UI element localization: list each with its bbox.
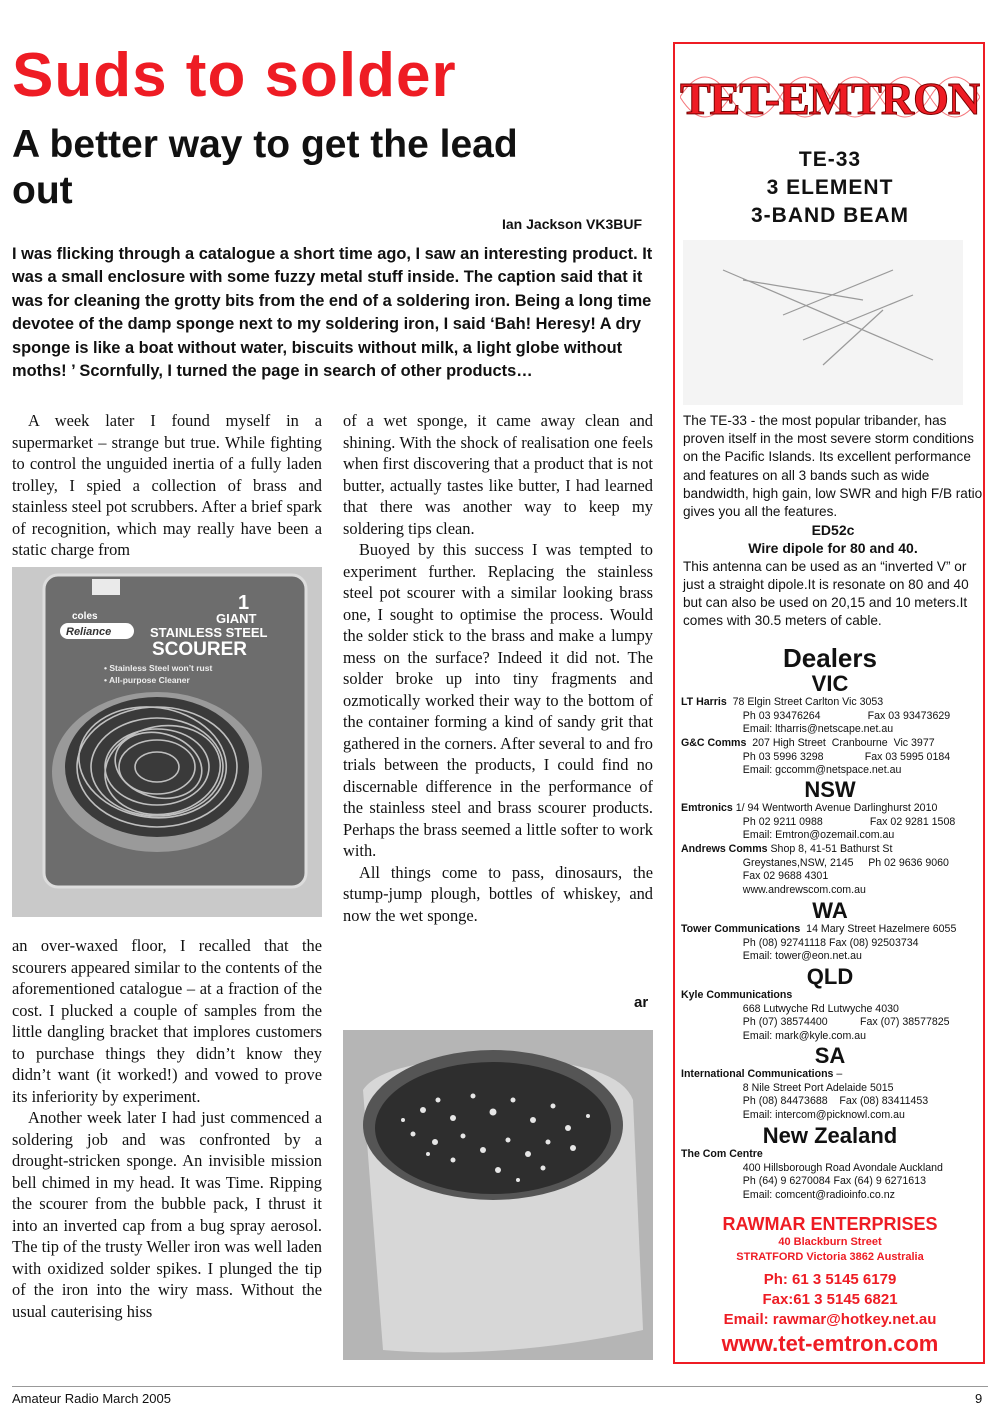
- footer-publication: Amateur Radio March 2005: [12, 1391, 171, 1406]
- dealer-name: Tower Communications: [681, 923, 801, 935]
- dealer-details: 78 Elgin Street Carlton Vic 3053 Ph 03 93476264 Fax 03 93473629 Email: ltharris@netscape.net.au: [732, 696, 951, 736]
- rawmar-name: RAWMAR ENTERPRISES: [722, 1214, 938, 1234]
- scourer-package-photo: [12, 567, 322, 917]
- dealer-name: Andrews Comms: [681, 843, 768, 855]
- rawmar-phone: Ph: 61 3 5145 6179: [763, 1271, 897, 1288]
- ed52c-code: ED52c: [811, 522, 855, 539]
- count-text: 1: [238, 592, 250, 614]
- article-signoff: ar: [634, 994, 649, 1011]
- footer-divider: [12, 1386, 988, 1387]
- paragraph: an over-waxed floor, I recalled that the scourers appeared similar to the contents of the aforementioned catalogue – at a fraction of the cost. I plucked a couple of samples from the little dangling bracket that implores customers to purchase things they didn’t know they didn’t want (it worked!) and vowed to prove its inferiority by experiment.: [12, 936, 322, 1106]
- brand-text: coles: [72, 611, 98, 622]
- dealer-details: Shop 8, 41-51 Bathurst St Greystanes,NSW, 2145 Ph 02 9636 9060 Fax 02 9688 4301 www.andrewscom.com.au: [742, 843, 949, 896]
- dealer-details: 400 Hillsborough Road Avondale Auckland Ph (64) 9 6270084 Fax (64) 9 6271613 Email: comcent@radioinfo.co.nz: [742, 1161, 943, 1201]
- dealer-details: – 8 Nile Street Port Adelaide 5015 Ph (08) 84473688 Fax (08) 83411453 Email: intercom@picknowl.com.au: [742, 1068, 929, 1121]
- ad-model-heading: [675, 146, 985, 230]
- state-heading-wa: WA: [812, 898, 848, 923]
- line1-text: STAINLESS STEEL: [150, 625, 268, 640]
- state-heading-nsw: NSW: [804, 777, 856, 802]
- state-heading-sa: SA: [814, 1043, 846, 1068]
- paragraph: Another week later I had just commenced a soldering job and was confronted by a drought-stricken sponge. An invisible mission bell chimed in my head. It was Time. Ripping the scourer from the bubble pack, I thrust it into an inverted cap from a bug spray aerosol. The tip of the trusty Weller iron was well laden with oxidized solder spikes. I plunged the tip of the iron into the wiry mass. Without the usual cauterising hiss: [12, 1108, 322, 1321]
- dealer-kyle-communications: [681, 989, 983, 1043]
- dealer-gc-comms: [681, 737, 983, 778]
- dealer-lt-harris: [681, 696, 983, 737]
- cap-with-scourer-photo: [343, 1030, 653, 1360]
- model-line: 3 ELEMENT: [766, 176, 894, 199]
- model-line: 3-BAND BEAM: [751, 204, 909, 227]
- dealer-name: Emtronics: [681, 802, 733, 814]
- state-heading-new-zealand: New Zealand: [762, 1123, 898, 1148]
- dealer-international-communications: [681, 1068, 983, 1122]
- ad-description-block: [683, 412, 983, 630]
- article-intro: I was flicking through a catalogue a short time ago, I saw an interesting product. It was a small enclosure with some fuzzy metal stuff inside. The caption said that it was for cleaning the grotty bits from the end of a soldering iron. Being a long time devotee of the damp sponge next to my soldering iron, I said ‘Bah! Heresy! A dry sponge is like a boat without water, biscuits without milk, a light globe without moths! ’ Scornfully, I turned the page in search of other products…: [12, 245, 653, 381]
- rawmar-fax: Fax:61 3 5145 6821: [762, 1291, 898, 1308]
- paragraph: All things come to pass, dinosaurs, the stump-jump plough, bottles of whiskey, and now the wet sponge.: [343, 862, 653, 925]
- rawmar-email[interactable]: Email: rawmar@hotkey.net.au: [723, 1311, 937, 1328]
- column-1-top: [12, 410, 322, 561]
- paragraph: A week later I found myself in a supermarket – strange but true. While fighting to control the unguided inertia of a fully laden trolley, I spied a collection of brass and stainless steel pot scrubbers. After a brief spark of recognition, which may really have been a static charge from: [12, 411, 322, 559]
- antenna-image: [683, 240, 963, 405]
- paragraph: of a wet sponge, it came away clean and shining. With the shock of realisation one feels when first discovering that a product that is not butter, actually tastes like butter, I had learned that there was another way to keep my soldering tips clean.: [343, 411, 653, 538]
- dealer-name: International Communications: [681, 1068, 834, 1080]
- bullet2-text: • All-purpose Cleaner: [104, 675, 190, 685]
- dealer-andrews-comms: [681, 843, 983, 897]
- dealer-details: 668 Lutwyche Rd Lutwyche 4030 Ph (07) 38574400 Fax (07) 38577825 Email: mark@kyle.com.au: [742, 1002, 950, 1042]
- ed52c-name: Wire dipole for 80 and 40.: [748, 540, 918, 557]
- dealers-heading: Dealers: [783, 643, 877, 673]
- ed52c-description: This antenna can be used as an “inverted V” or just a straight dipole.It is resonate on 80 and 40 but can also be used on 20,15 and 10 meters.It comes with 30.5 meters of cable.: [683, 558, 969, 629]
- line2-text: SCOURER: [152, 639, 248, 660]
- state-heading-qld: QLD: [806, 964, 854, 989]
- state-heading-vic: VIC: [811, 671, 849, 696]
- scourer-package-image: [12, 567, 322, 917]
- rawmar-street: 40 Blackburn Street: [778, 1236, 882, 1248]
- brand2-text: Reliance: [66, 626, 112, 638]
- dealer-name: LT Harris: [681, 696, 727, 708]
- column-1-bottom: [12, 935, 322, 1322]
- logo-graphic: [680, 52, 980, 142]
- dealer-details: 1/ 94 Wentworth Avenue Darlinghurst 2010 Ph 02 9211 0988 Fax 02 9281 1508 Email: Emtron@ozemail.com.au: [735, 802, 956, 842]
- dealer-name: The Com Centre: [681, 1148, 763, 1160]
- te33-description: The TE-33 - the most popular tribander, has proven itself in the most severe storm conditions on the Pacific Islands. Its excellent performance and features on all 3 bands such as wide bandwidth, high gain, low SWR and high F/B ratio gives you all the features.: [683, 413, 983, 520]
- dealer-emtronics: [681, 802, 983, 843]
- dealer-com-centre: [681, 1148, 983, 1202]
- page-number: 9: [975, 1391, 983, 1406]
- article-author: Ian Jackson VK3BUF: [502, 216, 643, 232]
- dealer-tower-communications: [681, 923, 983, 964]
- rawmar-website-link[interactable]: www.tet-emtron.com: [721, 1331, 939, 1356]
- paragraph: Buoyed by this success I was tempted to experiment further. Replacing the stainless steel pot scourer with a similar looking brass one, I sought to optimise the process. Would the solder stick to the brass and make a lumpy mess on the surface? Indeed it did not. The solder broke up into tiny fragments and ozmotically worked their way to the bottom of the container forming a kind of sandy grit that gathered in the corners. After several to and fro trials between the products, I could find no discernable difference in the performance of the stainless steel and brass scourer products. Perhaps the brass seemed a little softer to work with.: [343, 540, 653, 860]
- article-title: Suds to solder: [12, 41, 457, 110]
- tet-emtron-logo: [680, 52, 980, 142]
- column-2: [343, 410, 653, 926]
- article-subtitle: A better way to get the lead out: [12, 123, 518, 212]
- dealer-details: 207 High Street Cranbourne Vic 3977 Ph 03 5996 3298 Fax 03 5995 0184 Email: gccomm@netspace.net.au: [742, 737, 951, 777]
- bullet1-text: • Stainless Steel won’t rust: [104, 663, 213, 673]
- giant-text: GIANT: [216, 611, 257, 626]
- dealer-name: Kyle Communications: [681, 989, 793, 1001]
- dealer-details: 14 Mary Street Hazelmere 6055 Ph (08) 92741118 Fax (08) 92503734 Email: tower@eon.net.au: [742, 923, 957, 963]
- dealer-name: G&C Comms: [681, 737, 747, 749]
- antenna-photo: [683, 240, 963, 405]
- model-line: TE-33: [798, 148, 862, 171]
- rawmar-city: STRATFORD Victoria 3862 Australia: [736, 1251, 924, 1263]
- cap-image: [343, 1030, 653, 1360]
- logo-text: TET-EMTRON: [680, 73, 980, 124]
